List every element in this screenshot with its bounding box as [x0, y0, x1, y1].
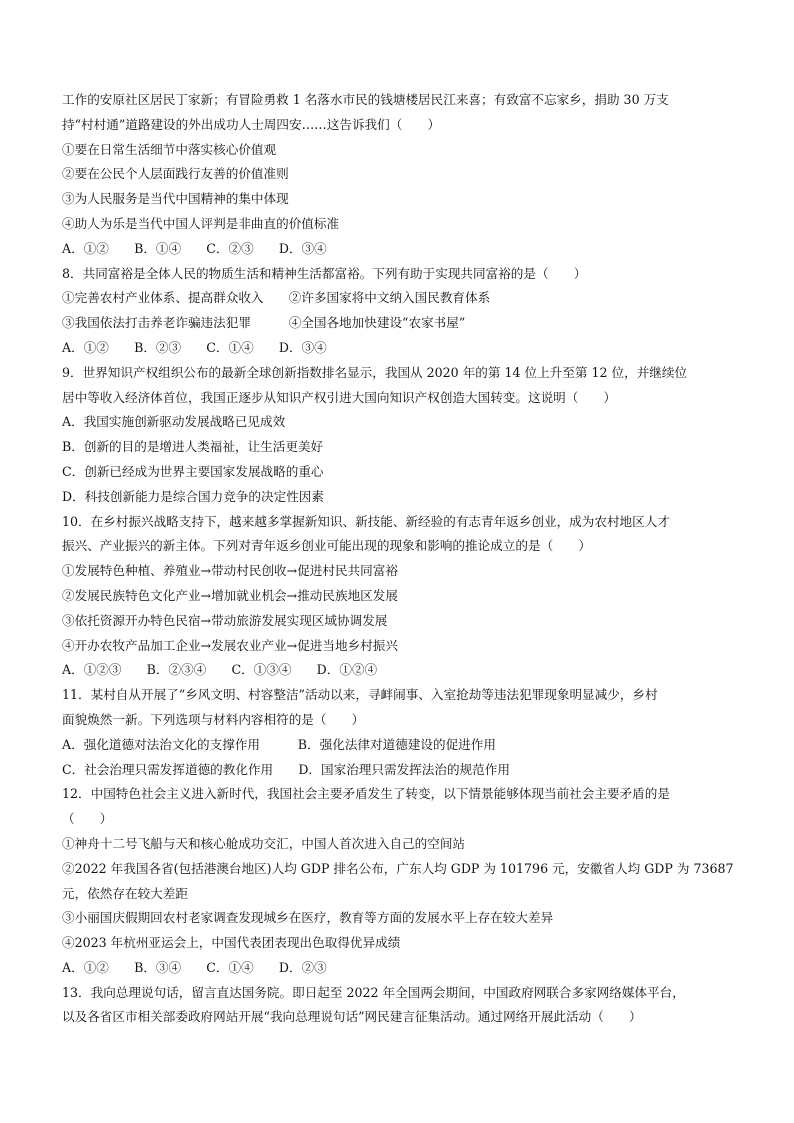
- q10-option-1: ①发展特色种植、养殖业→带动村民创收→促进村民共同富裕: [62, 563, 398, 579]
- q10-option-3: ③依托资源开办特色民宿→带动旅游发展实现区域协调发展: [62, 612, 388, 628]
- q10-option-4: ④开办农牧产品加工企业→发展农业产业→促进当地乡村振兴: [62, 637, 398, 653]
- q12-option-2-line-2: 元，依然存在较大差距: [62, 885, 188, 901]
- q9-choice-a: A．我国实施创新驱动发展战略已见成效: [62, 414, 286, 430]
- q8-options-3-4: ③我国依法打击养老诈骗违法犯罪 ④全国各地加快建设“农家书屋”: [62, 315, 466, 331]
- intro-line-1: 工作的安原社区居民丁家新；有冒险勇救 1 名落水市民的钱塘楼居民江来喜；有致富不忘家乡，捐助 30 万支: [62, 92, 669, 107]
- q9-choice-c: C．创新已经成为世界主要国家发展战略的重心: [62, 463, 324, 479]
- q7-option-3: ③为人民服务是当代中国精神的集中体现: [62, 191, 289, 207]
- q10-stem-line-1: 10．在乡村振兴战略支持下，越来越多掌握新知识、新技能、新经验的有志青年返乡创业，成为农村地区人才: [62, 513, 670, 529]
- q9-choice-d: D．科技创新能力是综合国力竞争的决定性因素: [62, 488, 324, 504]
- q8-options-1-2: ①完善农村产业体系、提高群众收入 ②许多国家将中文纳入国民教育体系: [62, 290, 491, 306]
- q11-stem-line-1: 11．某村自从开展了“乡风文明、村容整洁”活动以来，寻衅闹事、入室抢劫等违法犯罪现象明显减少，乡村: [62, 687, 658, 703]
- q13-stem-line-2: 以及各省区市相关部委政府网站开展“我向总理说句话”网民建言征集活动。通过网络开展此活动（ ）: [62, 1009, 642, 1025]
- q11-choices-a-b: A．强化道德对法治文化的支撑作用 B．强化法律对道德建设的促进作用: [62, 736, 496, 752]
- q12-stem-line-1: 12．中国特色社会主义进入新时代，我国社会主要矛盾发生了转变，以下情景能够体现当前社会主要矛盾的是: [62, 786, 670, 802]
- q12-option-3: ③小丽国庆假期回农村老家调查发现城乡在医疗，教育等方面的发展水平上存在较大差异: [62, 910, 554, 926]
- q7-choices: A．①② B．①④ C．②③ D．③④: [62, 240, 327, 256]
- q7-option-2: ②要在公民个人层面践行友善的价值准则: [62, 166, 289, 182]
- q9-stem-line-2: 居中等收入经济体首位，我国正逐步从知识产权引进大国向知识产权创造大国转变。这说明（ ）: [62, 389, 617, 405]
- q8-choices: A．①② B．②③ C．①④ D．③④: [62, 339, 327, 355]
- q9-stem-line-1: 9．世界知识产权组织公布的最新全球创新指数排名显示，我国从 2020 年的第 14 位上升至第 12 位，并继续位: [62, 364, 688, 380]
- exam-page: [62, 88, 742, 1030]
- q9-choice-b: B．创新的目的是增进人类福祉，让生活更美好: [62, 439, 324, 455]
- q10-choices: A．①②③ B．②③④ C．①③④ D．①②④: [62, 662, 378, 678]
- q8-stem: 8．共同富裕是全体人民的物质生活和精神生活都富裕。下列有助于实现共同富裕的是（ ）: [62, 265, 587, 281]
- q11-choices-c-d: C．社会治理只需发挥道德的教化作用 D．国家治理只需发挥法治的规范作用: [62, 761, 510, 777]
- q12-option-1: ①神舟十二号飞船与天和核心舱成功交汇，中国人首次进入自己的空间站: [62, 835, 465, 851]
- q7-option-4: ④助人为乐是当代中国人评判是非曲直的价值标准: [62, 215, 340, 231]
- q12-stem-line-2: （ ）: [62, 811, 113, 827]
- q12-option-4: ④2023 年杭州亚运会上，中国代表团表现出色取得优异成绩: [62, 935, 401, 951]
- q10-option-2: ②发展民族特色文化产业→增加就业机会→推动民族地区发展: [62, 587, 398, 603]
- q11-stem-line-2: 面貌焕然一新。下列选项与材料内容相符的是（ ）: [62, 711, 365, 727]
- intro-line-2: 持“村村通”道路建设的外出成功人士周四安……这告诉我们（ ）: [62, 116, 441, 132]
- q12-choices: A．①② B．③④ C．①④ D．②③: [62, 959, 327, 975]
- q10-stem-line-2: 振兴、产业振兴的新主体。下列对青年返乡创业可能出现的现象和影响的推论成立的是（ ）: [62, 538, 591, 554]
- q13-stem-line-1: 13．我向总理说句话，留言直达国务院。即日起至 2022 年全国两会期间，中国政府网联合多家网络媒体平台，: [62, 984, 685, 1000]
- q7-option-1: ①要在日常生活细节中落实核心价值观: [62, 141, 277, 157]
- q12-option-2-line-1: ②2022 年我国各省(包括港澳台地区)人均 GDP 排名公布，广东人均 GDP 为 101796 元，安徽省人均 GDP 为 73687: [62, 860, 734, 876]
